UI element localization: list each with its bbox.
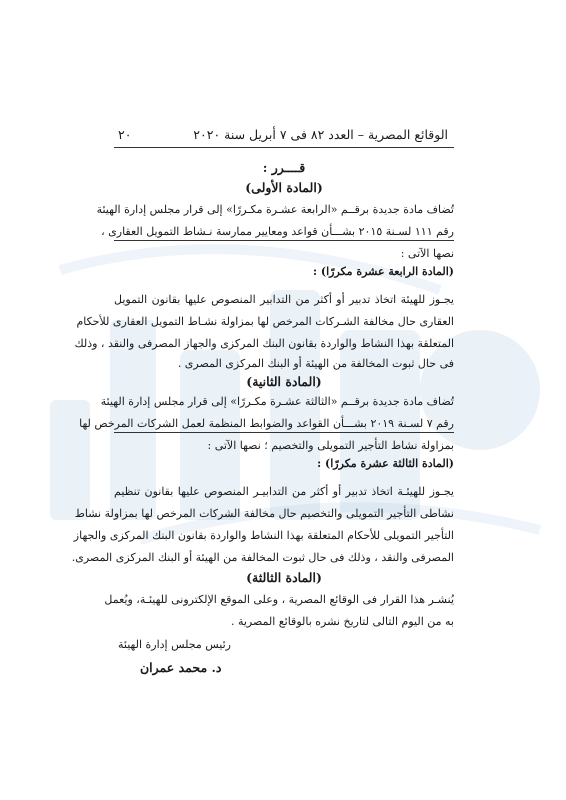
article1-heading: (المادة الأولى) [245,180,323,195]
signature-name: د. محمد عمران [140,660,222,675]
sub-article1-heading: (المادة الرابعة عشرة مكررًا) : [313,265,454,278]
sub2-line2: نشاطى التأجير التمويلى والتخصيم حال مخالفة الشركات المرخص لها بمزاولة نشاط [74,507,454,520]
article3-line1: يُنشـر هذا القرار فى الوقائع المصرية ، وعلى الموقع الإلكترونى للهيئـة، ويُعمل [104,593,454,606]
sub-article2-heading: (المادة الثالثة عشرة مكررًا) : [317,457,454,470]
article2-line3: بمزاولة نشاط التأجير التمويلى والتخصيم ؛ نصها الآتى : [207,439,454,452]
header-divider [114,147,454,148]
article2-line2: رقم ٧ لسـنة ٢٠١٩ بشـــأن القواعد والضوابط المنظمة لعمل الشركات المرخص لها [114,416,454,433]
sub1-line2: العقارى حال مخالفة الشـركات المرخص لها بمزاولة نشـاط التمويل العقارى للأحكام [76,315,454,328]
sub1-line1: يجـوز للهيئة اتخاذ تدبير أو أكثر من التدابير المنصوص عليها بقانون التمويل [114,293,454,306]
page-header [118,127,448,142]
article3-heading: (المادة الثالثة) [246,570,322,585]
sub1-line4: فى حال ثبوت المخالفة من الهيئة أو البنك المركزى المصرى . [177,357,454,370]
sub1-line3: المتعلقة بهذا النشاط والواردة بقانون البنك المركزى والجهاز المصرفى والنقد ، وذلك [74,337,454,350]
page-number: ٢٠ [118,127,132,142]
article3-line2: به من اليوم التالى لتاريخ نشره بالوقائع المصرية . [230,615,454,628]
article2-heading: (المادة الثانية) [246,374,322,389]
sub2-line4: المصرفى والنقد ، وذلك فى حال ثبوت المخالفة من الهيئة أو البنك المركزى المصرى. [71,551,454,564]
article1-line3: نصها الآتى : [400,247,454,260]
article2-line1: تُضاف مادة جديدة برقــم «الثالثة عشـرة مكـررًا» إلى قرار مجلس إدارة الهيئة [100,395,454,408]
article1-line2: رقم ١١١ لسـنة ٢٠١٥ بشـــأن قواعد ومعايير ممارسة نـشاط التمويل العقارى ، [114,224,454,241]
decision-heading: قــــرر : [262,160,306,175]
running-title: الوقائع المصرية – العدد ٨٢ فى ٧ أبريل سنة ٢٠٢٠ [193,127,448,142]
sub2-line3: التأجير التمويلى للأحكام المتعلقة بهذا النشاط والواردة بقانون البنك المركزى والجهاز [73,529,454,542]
signature-title: رئيس مجلس إدارة الهيئة [118,638,231,651]
article1-line1: تُضاف مادة جديدة برقــم «الرابعة عشـرة مكـررًا» إلى قرار مجلس إدارة الهيئة [96,203,454,216]
sub2-line1: يجـوز للهيئـة اتخاذ تدبير أو أكثر من التدابيـر المنصوص عليها بقانون تنظيم [114,485,454,498]
